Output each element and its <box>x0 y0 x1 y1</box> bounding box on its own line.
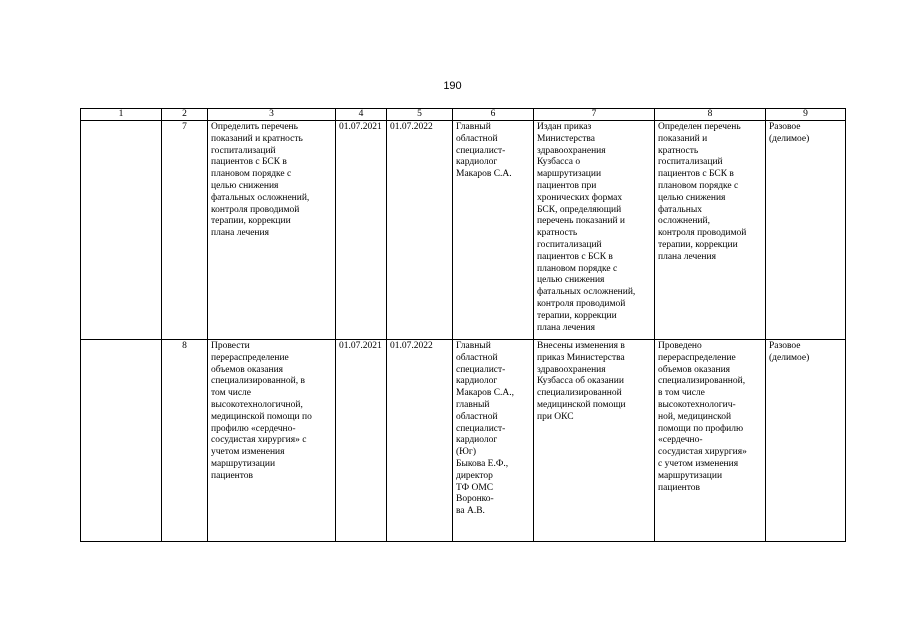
result-cell: Издан приказ Министерства здравоохранения Кузбасса о маршрутизации пациентов при хронических формах БСК, определяющий перечень показаний и кратность госпитализаций пациентов с БСК в плановом порядке с целью снижения фатальных осложнений, контроля проводимой терапии, коррекции плана лечения <box>534 121 655 340</box>
indicator-cell: Определен перечень показаний и кратность госпитализаций пациентов с БСК в плановом порядке с целью снижения фатальных осложнений, контроля проводимой терапии, коррекции плана лечения <box>655 121 766 340</box>
action-cell: Определить перечень показаний и кратность госпитализаций пациентов с БСК в плановом порядке с целью снижения фатальных осложнений, контроля проводимой терапии, коррекции плана лечения <box>208 121 336 340</box>
column-number: 7 <box>534 109 655 121</box>
type-cell: Разовое (делимое) <box>766 340 846 542</box>
column-number: 9 <box>766 109 846 121</box>
table-row <box>81 121 846 340</box>
end-date-cell: 01.07.2022 <box>387 340 453 542</box>
result-cell: Внесены изменения в приказ Министерства здравоохранения Кузбасса об оказании специализированной медицинской помощи при ОКС <box>534 340 655 542</box>
end-date-cell: 01.07.2022 <box>387 121 453 340</box>
group-cell <box>81 121 162 340</box>
column-number: 4 <box>336 109 387 121</box>
responsible-cell: Главный областной специалист- кардиолог Макаров С.А. <box>453 121 534 340</box>
responsible-cell: Главный областной специалист- кардиолог Макаров С.А., главный областной специалист- кардиолог (Юг) Быкова Е.Ф., директор ТФ ОМС Воронко- ва А.В. <box>453 340 534 542</box>
column-number: 3 <box>208 109 336 121</box>
action-cell: Провести перераспределение объемов оказания специализированной, в том числе высокотехнологичной, медицинской помощи по профилю «сердечно- сосудистая хирургия» с учетом изменения маршрутизации пациентов <box>208 340 336 542</box>
page-number: 190 <box>443 80 462 92</box>
type-cell: Разовое (делимое) <box>766 121 846 340</box>
action-plan-table <box>80 108 846 542</box>
column-number: 6 <box>453 109 534 121</box>
start-date-cell: 01.07.2021 <box>336 121 387 340</box>
group-cell <box>81 340 162 542</box>
table-row <box>81 340 846 542</box>
column-number-row <box>81 109 846 121</box>
column-number: 5 <box>387 109 453 121</box>
indicator-cell: Проведено перераспределение объемов оказания специализированной, в том числе высокотехнологич- ной, медицинской помощи по профилю «сердечно- сосудистая хирургия» с учетом изменения маршрутизации пациентов <box>655 340 766 542</box>
item-number-cell: 8 <box>162 340 208 542</box>
column-number: 8 <box>655 109 766 121</box>
column-number: 2 <box>162 109 208 121</box>
column-number: 1 <box>81 109 162 121</box>
start-date-cell: 01.07.2021 <box>336 340 387 542</box>
item-number-cell: 7 <box>162 121 208 340</box>
